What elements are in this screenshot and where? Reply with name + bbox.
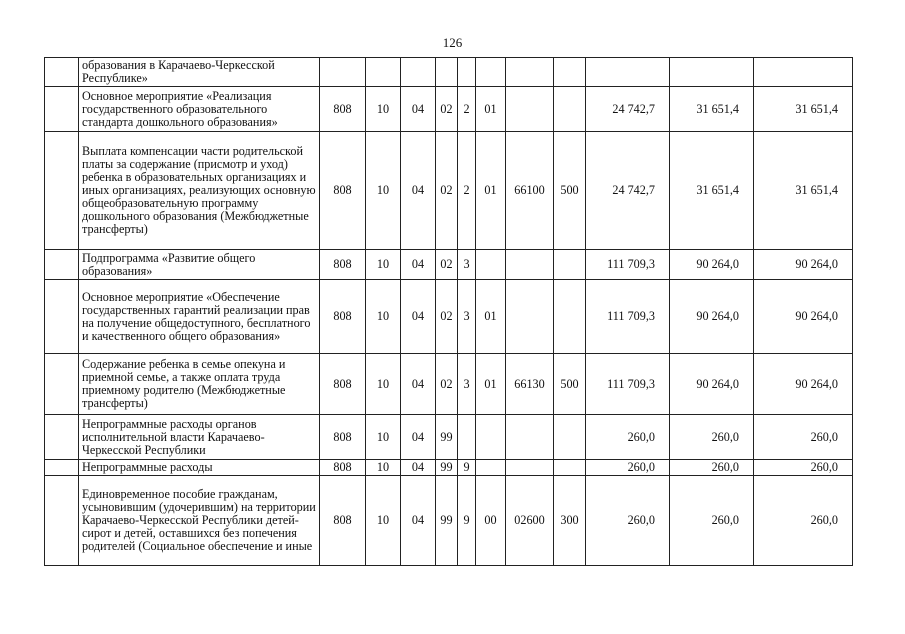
subsection-code: 04 — [401, 476, 436, 566]
empty-cell — [45, 87, 79, 132]
sum-year-2: 90 264,0 — [670, 280, 754, 354]
table-row — [45, 354, 853, 415]
table-row — [45, 280, 853, 354]
sum-year-2: 31 651,4 — [670, 87, 754, 132]
sum-year-2: 260,0 — [670, 460, 754, 476]
program-code: 02 — [436, 250, 458, 280]
subsection-code: 04 — [401, 415, 436, 460]
activity-code: 01 — [476, 132, 506, 250]
expense-type-code — [554, 280, 586, 354]
table-row — [45, 250, 853, 280]
item-name: Основное мероприятие «Обеспечение государственных гарантий реализации прав на получение общедоступного, бесплатного и качественного общего образования» — [79, 280, 320, 354]
direction-code — [506, 280, 554, 354]
activity-code — [476, 58, 506, 87]
subsection-code: 04 — [401, 280, 436, 354]
item-name: Непрограммные расходы органов исполнительной власти Карачаево-Черкесской Республики — [79, 415, 320, 460]
subprogram-code: 2 — [458, 87, 476, 132]
section-code: 10 — [366, 354, 401, 415]
expense-type-code — [554, 460, 586, 476]
program-code: 99 — [436, 415, 458, 460]
sum-year-1: 111 709,3 — [586, 250, 670, 280]
sum-year-1: 111 709,3 — [586, 280, 670, 354]
subsection-code: 04 — [401, 460, 436, 476]
program-code: 02 — [436, 87, 458, 132]
budget-table — [44, 57, 853, 566]
expense-type-code — [554, 250, 586, 280]
ved-code: 808 — [320, 354, 366, 415]
sum-year-3: 90 264,0 — [754, 250, 853, 280]
program-code: 02 — [436, 280, 458, 354]
sum-year-1: 260,0 — [586, 415, 670, 460]
expense-type-code — [554, 415, 586, 460]
sum-year-1: 24 742,7 — [586, 132, 670, 250]
empty-cell — [45, 58, 79, 87]
item-name: Основное мероприятие «Реализация государственного образовательного стандарта дошкольного образования» — [79, 87, 320, 132]
expense-type-code — [554, 58, 586, 87]
section-code: 10 — [366, 476, 401, 566]
sum-year-3: 90 264,0 — [754, 354, 853, 415]
expense-type-code: 500 — [554, 354, 586, 415]
sum-year-1: 24 742,7 — [586, 87, 670, 132]
subprogram-code: 9 — [458, 476, 476, 566]
direction-code: 66100 — [506, 132, 554, 250]
sum-year-3 — [754, 58, 853, 87]
section-code: 10 — [366, 415, 401, 460]
direction-code — [506, 415, 554, 460]
sum-year-2: 260,0 — [670, 415, 754, 460]
item-name: Содержание ребенка в семье опекуна и приемной семье, а также оплата труда приемному родителю (Межбюджетные трансферты) — [79, 354, 320, 415]
section-code: 10 — [366, 280, 401, 354]
empty-cell — [45, 132, 79, 250]
sum-year-1: 260,0 — [586, 476, 670, 566]
sum-year-3: 260,0 — [754, 476, 853, 566]
item-name: Подпрограмма «Развитие общего образования» — [79, 250, 320, 280]
expense-type-code: 300 — [554, 476, 586, 566]
expense-type-code: 500 — [554, 132, 586, 250]
item-name: Выплата компенсации части родительской платы за содержание (присмотр и уход) ребенка в образовательных организациях и иных организациях, реализующих основную общеобразовательную программу дошкольного образования (Межбюджетные трансферты) — [79, 132, 320, 250]
activity-code: 01 — [476, 87, 506, 132]
activity-code — [476, 415, 506, 460]
subprogram-code: 9 — [458, 460, 476, 476]
empty-cell — [45, 280, 79, 354]
table-row — [45, 87, 853, 132]
subprogram-code: 3 — [458, 280, 476, 354]
program-code: 99 — [436, 460, 458, 476]
item-name: Единовременное пособие гражданам, усыновившим (удочерившим) на территории Карачаево-Черкесской Республики детей-сирот и детей, оставшихся без попечения родителей (Социальное обеспечение и иные — [79, 476, 320, 566]
sum-year-3: 90 264,0 — [754, 280, 853, 354]
ved-code: 808 — [320, 132, 366, 250]
program-code — [436, 58, 458, 87]
activity-code — [476, 460, 506, 476]
section-code: 10 — [366, 132, 401, 250]
ved-code: 808 — [320, 250, 366, 280]
activity-code: 01 — [476, 280, 506, 354]
sum-year-1 — [586, 58, 670, 87]
activity-code: 01 — [476, 354, 506, 415]
subprogram-code: 2 — [458, 132, 476, 250]
empty-cell — [45, 415, 79, 460]
table-row — [45, 415, 853, 460]
subsection-code: 04 — [401, 87, 436, 132]
table-row — [45, 58, 853, 87]
ved-code: 808 — [320, 87, 366, 132]
direction-code — [506, 87, 554, 132]
subsection-code: 04 — [401, 132, 436, 250]
expense-type-code — [554, 87, 586, 132]
direction-code — [506, 250, 554, 280]
subprogram-code — [458, 58, 476, 87]
direction-code: 02600 — [506, 476, 554, 566]
section-code: 10 — [366, 250, 401, 280]
empty-cell — [45, 354, 79, 415]
program-code: 02 — [436, 354, 458, 415]
program-code: 99 — [436, 476, 458, 566]
sum-year-3: 260,0 — [754, 460, 853, 476]
ved-code — [320, 58, 366, 87]
direction-code: 66130 — [506, 354, 554, 415]
subprogram-code: 3 — [458, 354, 476, 415]
page-number: 126 — [442, 35, 463, 50]
activity-code: 00 — [476, 476, 506, 566]
table-row — [45, 132, 853, 250]
subsection-code — [401, 58, 436, 87]
item-name: Непрограммные расходы — [79, 460, 320, 476]
sum-year-2: 260,0 — [670, 476, 754, 566]
table-row — [45, 460, 853, 476]
subprogram-code — [458, 415, 476, 460]
direction-code — [506, 58, 554, 87]
sum-year-3: 31 651,4 — [754, 87, 853, 132]
subprogram-code: 3 — [458, 250, 476, 280]
ved-code: 808 — [320, 460, 366, 476]
sum-year-2: 90 264,0 — [670, 354, 754, 415]
empty-cell — [45, 250, 79, 280]
item-name: образования в Карачаево-Черкесской Республике» — [79, 58, 320, 87]
sum-year-2: 31 651,4 — [670, 132, 754, 250]
empty-cell — [45, 476, 79, 566]
sum-year-1: 260,0 — [586, 460, 670, 476]
section-code: 10 — [366, 87, 401, 132]
program-code: 02 — [436, 132, 458, 250]
subsection-code: 04 — [401, 250, 436, 280]
ved-code: 808 — [320, 415, 366, 460]
sum-year-1: 111 709,3 — [586, 354, 670, 415]
section-code — [366, 58, 401, 87]
empty-cell — [45, 460, 79, 476]
ved-code: 808 — [320, 476, 366, 566]
sum-year-3: 31 651,4 — [754, 132, 853, 250]
subsection-code: 04 — [401, 354, 436, 415]
ved-code: 808 — [320, 280, 366, 354]
sum-year-2 — [670, 58, 754, 87]
table-row — [45, 476, 853, 566]
section-code: 10 — [366, 460, 401, 476]
direction-code — [506, 460, 554, 476]
sum-year-3: 260,0 — [754, 415, 853, 460]
sum-year-2: 90 264,0 — [670, 250, 754, 280]
activity-code — [476, 250, 506, 280]
